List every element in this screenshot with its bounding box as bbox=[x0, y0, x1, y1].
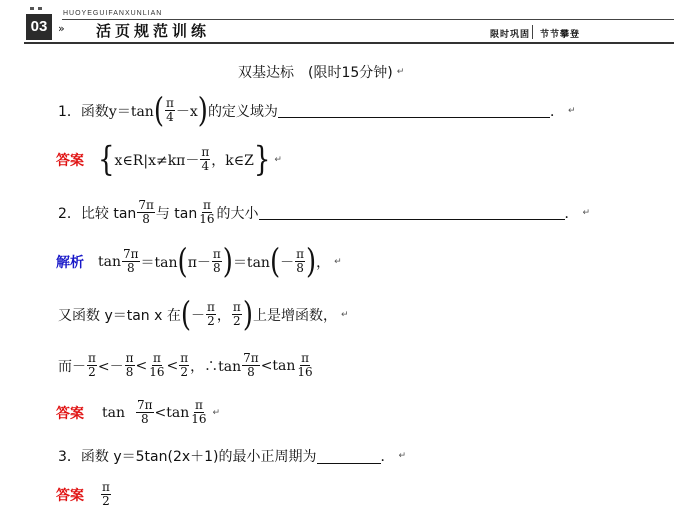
denominator: 2 bbox=[233, 314, 241, 328]
solution-line-2 bbox=[58, 295, 349, 334]
header-separator bbox=[532, 25, 533, 39]
numerator: π bbox=[202, 198, 211, 212]
chapter-number: 03 bbox=[26, 14, 52, 40]
numerator: π bbox=[212, 247, 221, 261]
s2-minus: － bbox=[280, 254, 295, 271]
header-rule-bottom bbox=[24, 42, 674, 44]
double-chevron-icon: » bbox=[58, 22, 65, 35]
s3-text1: 又函数 y＝tan x 在 bbox=[58, 307, 181, 324]
return-mark: ↵ bbox=[334, 256, 342, 267]
answer-3 bbox=[56, 481, 112, 508]
numerator: 7π bbox=[243, 351, 259, 365]
brace-left: { bbox=[98, 140, 115, 179]
denominator: 8 bbox=[142, 212, 150, 226]
solution-label: 解析 bbox=[56, 254, 84, 271]
paren-right: ) bbox=[197, 91, 208, 130]
fraction-pi-over-2 bbox=[87, 352, 97, 379]
numerator: π bbox=[301, 351, 309, 365]
q1-end: ． bbox=[549, 103, 564, 120]
return-mark: ↵ bbox=[567, 105, 576, 116]
answer-blank[interactable] bbox=[278, 103, 550, 118]
fraction-pi-over-16 bbox=[148, 352, 165, 379]
denominator: 8 bbox=[213, 261, 221, 275]
header-tag-a: 限时巩固 bbox=[490, 30, 531, 40]
fraction-pi-over-4 bbox=[200, 146, 210, 173]
fraction-pi-over-8 bbox=[212, 248, 222, 275]
header-title: 活页规范训练 bbox=[96, 22, 211, 40]
denominator: 2 bbox=[207, 314, 215, 328]
denominator: 8 bbox=[125, 365, 134, 379]
fraction-pi-over-16 bbox=[198, 199, 215, 226]
q1-tail: 的定义域为 bbox=[207, 103, 278, 120]
a1-set-expr: x∈R|x≠kπ－ bbox=[114, 152, 200, 169]
numerator: π bbox=[102, 480, 110, 494]
numerator: π bbox=[180, 351, 189, 365]
section-title-row bbox=[238, 62, 404, 82]
fraction-pi-over-8 bbox=[295, 248, 305, 275]
fraction-pi-over-16 bbox=[296, 352, 313, 379]
numerator: π bbox=[88, 351, 96, 365]
paren-right: ) bbox=[305, 242, 317, 281]
answer-label: 答案 bbox=[56, 152, 84, 169]
s3-comma: ， bbox=[216, 307, 231, 324]
fraction-pi-over-2 bbox=[179, 352, 189, 379]
numerator: π bbox=[194, 398, 203, 412]
denominator: 16 bbox=[191, 412, 207, 426]
s2-comma: ， bbox=[316, 254, 331, 271]
fraction-pi-over-4 bbox=[165, 97, 175, 124]
paren-right: ) bbox=[242, 295, 253, 334]
paren-left: ( bbox=[269, 242, 281, 281]
numerator: π bbox=[207, 300, 215, 314]
fraction-pi-over-2 bbox=[232, 301, 242, 328]
numerator: π bbox=[296, 247, 304, 261]
answer-label: 答案 bbox=[56, 487, 84, 504]
return-mark: ↵ bbox=[274, 154, 282, 165]
paren-left: ( bbox=[180, 295, 192, 334]
denominator: 8 bbox=[126, 261, 135, 275]
q3-text: 3．函数 y＝5tan(2x＋1)的最小正周期为 bbox=[58, 449, 317, 465]
s3-minus: － bbox=[191, 307, 206, 324]
fraction-pi-over-8 bbox=[125, 352, 135, 379]
fraction-7pi-over-8 bbox=[242, 352, 260, 379]
q1-minus-x: －x bbox=[175, 103, 198, 120]
s2-eq-tan-2: ＝tan bbox=[232, 254, 270, 271]
numerator: 7π bbox=[138, 198, 154, 212]
solution-line-3 bbox=[58, 352, 315, 379]
return-mark: ↵ bbox=[396, 67, 405, 77]
s3-text2: 上是增函数， bbox=[252, 307, 337, 324]
fraction-pi-over-16 bbox=[190, 399, 207, 426]
s2-pi-minus: π－ bbox=[187, 254, 211, 271]
fraction-7pi-over-8 bbox=[137, 199, 155, 226]
paren-left: ( bbox=[153, 91, 164, 130]
return-mark: ↵ bbox=[212, 407, 221, 418]
denominator: 4 bbox=[166, 110, 174, 124]
answer-1 bbox=[56, 140, 282, 179]
numerator: 7π bbox=[123, 247, 139, 261]
s4-lt-2: < bbox=[135, 357, 148, 374]
a2-tan: tan bbox=[102, 404, 125, 421]
section-title: 双基达标 (限时15分钟) bbox=[238, 65, 393, 81]
q1-expr: y＝tan bbox=[108, 103, 154, 120]
q2-tail: 的大小 bbox=[216, 205, 259, 222]
s4-lt-tan: <tan bbox=[260, 357, 296, 374]
page-header bbox=[0, 0, 687, 44]
answer-2 bbox=[56, 399, 220, 426]
return-mark: ↵ bbox=[398, 451, 407, 461]
solution-line-1 bbox=[56, 242, 342, 281]
answer-blank[interactable] bbox=[259, 205, 565, 220]
q2-end: ． bbox=[564, 205, 579, 222]
denominator: 8 bbox=[140, 412, 149, 426]
question-3 bbox=[58, 446, 406, 466]
answer-label: 答案 bbox=[56, 405, 84, 422]
a1-k-in-z: ，k∈Z bbox=[211, 152, 254, 169]
header-pinyin: HUOYEGUIFANXUNLIAN bbox=[63, 10, 163, 17]
denominator: 2 bbox=[102, 494, 110, 508]
paren-left: ( bbox=[177, 242, 188, 281]
fraction-7pi-over-8 bbox=[136, 399, 154, 426]
s4-text1: 而－ bbox=[58, 358, 86, 375]
fraction-7pi-over-8 bbox=[122, 248, 140, 275]
numerator: 7π bbox=[137, 398, 153, 412]
return-mark: ↵ bbox=[582, 207, 591, 218]
numerator: π bbox=[201, 145, 210, 159]
brace-right: } bbox=[253, 140, 271, 179]
denominator: 8 bbox=[247, 365, 255, 379]
s2-eq-tan: ＝tan bbox=[140, 254, 178, 271]
paren-right: ) bbox=[222, 242, 233, 281]
numerator: π bbox=[152, 351, 161, 365]
s4-lt-3: < bbox=[166, 357, 179, 374]
denominator: 16 bbox=[297, 365, 313, 379]
numerator: π bbox=[125, 351, 134, 365]
denominator: 16 bbox=[199, 212, 215, 226]
denominator: 8 bbox=[296, 261, 304, 275]
return-mark: ↵ bbox=[340, 309, 349, 320]
header-tag-b: 节节攀登 bbox=[540, 30, 581, 40]
fraction-pi-over-2 bbox=[101, 481, 111, 508]
s4-lt: <－ bbox=[97, 358, 124, 375]
s4-therefore: ，∴tan bbox=[190, 358, 242, 375]
denominator: 2 bbox=[88, 365, 96, 379]
s2-tan: tan bbox=[98, 253, 121, 270]
fraction-pi-over-2 bbox=[206, 301, 216, 328]
answer-blank[interactable] bbox=[317, 449, 381, 464]
q3-end: ． bbox=[380, 449, 395, 465]
numerator: π bbox=[232, 300, 241, 314]
q1-number: 1．函数 bbox=[58, 103, 109, 120]
question-1 bbox=[58, 91, 576, 130]
denominator: 4 bbox=[201, 159, 210, 173]
header-dots bbox=[30, 7, 42, 14]
q2-prefix: 2．比较 tan bbox=[58, 205, 137, 222]
question-2 bbox=[58, 199, 590, 226]
denominator: 16 bbox=[149, 365, 165, 379]
numerator: π bbox=[165, 96, 174, 110]
a2-lt-tan: <tan bbox=[154, 404, 190, 421]
q2-mid: 与 tan bbox=[155, 205, 198, 222]
denominator: 2 bbox=[180, 365, 189, 379]
